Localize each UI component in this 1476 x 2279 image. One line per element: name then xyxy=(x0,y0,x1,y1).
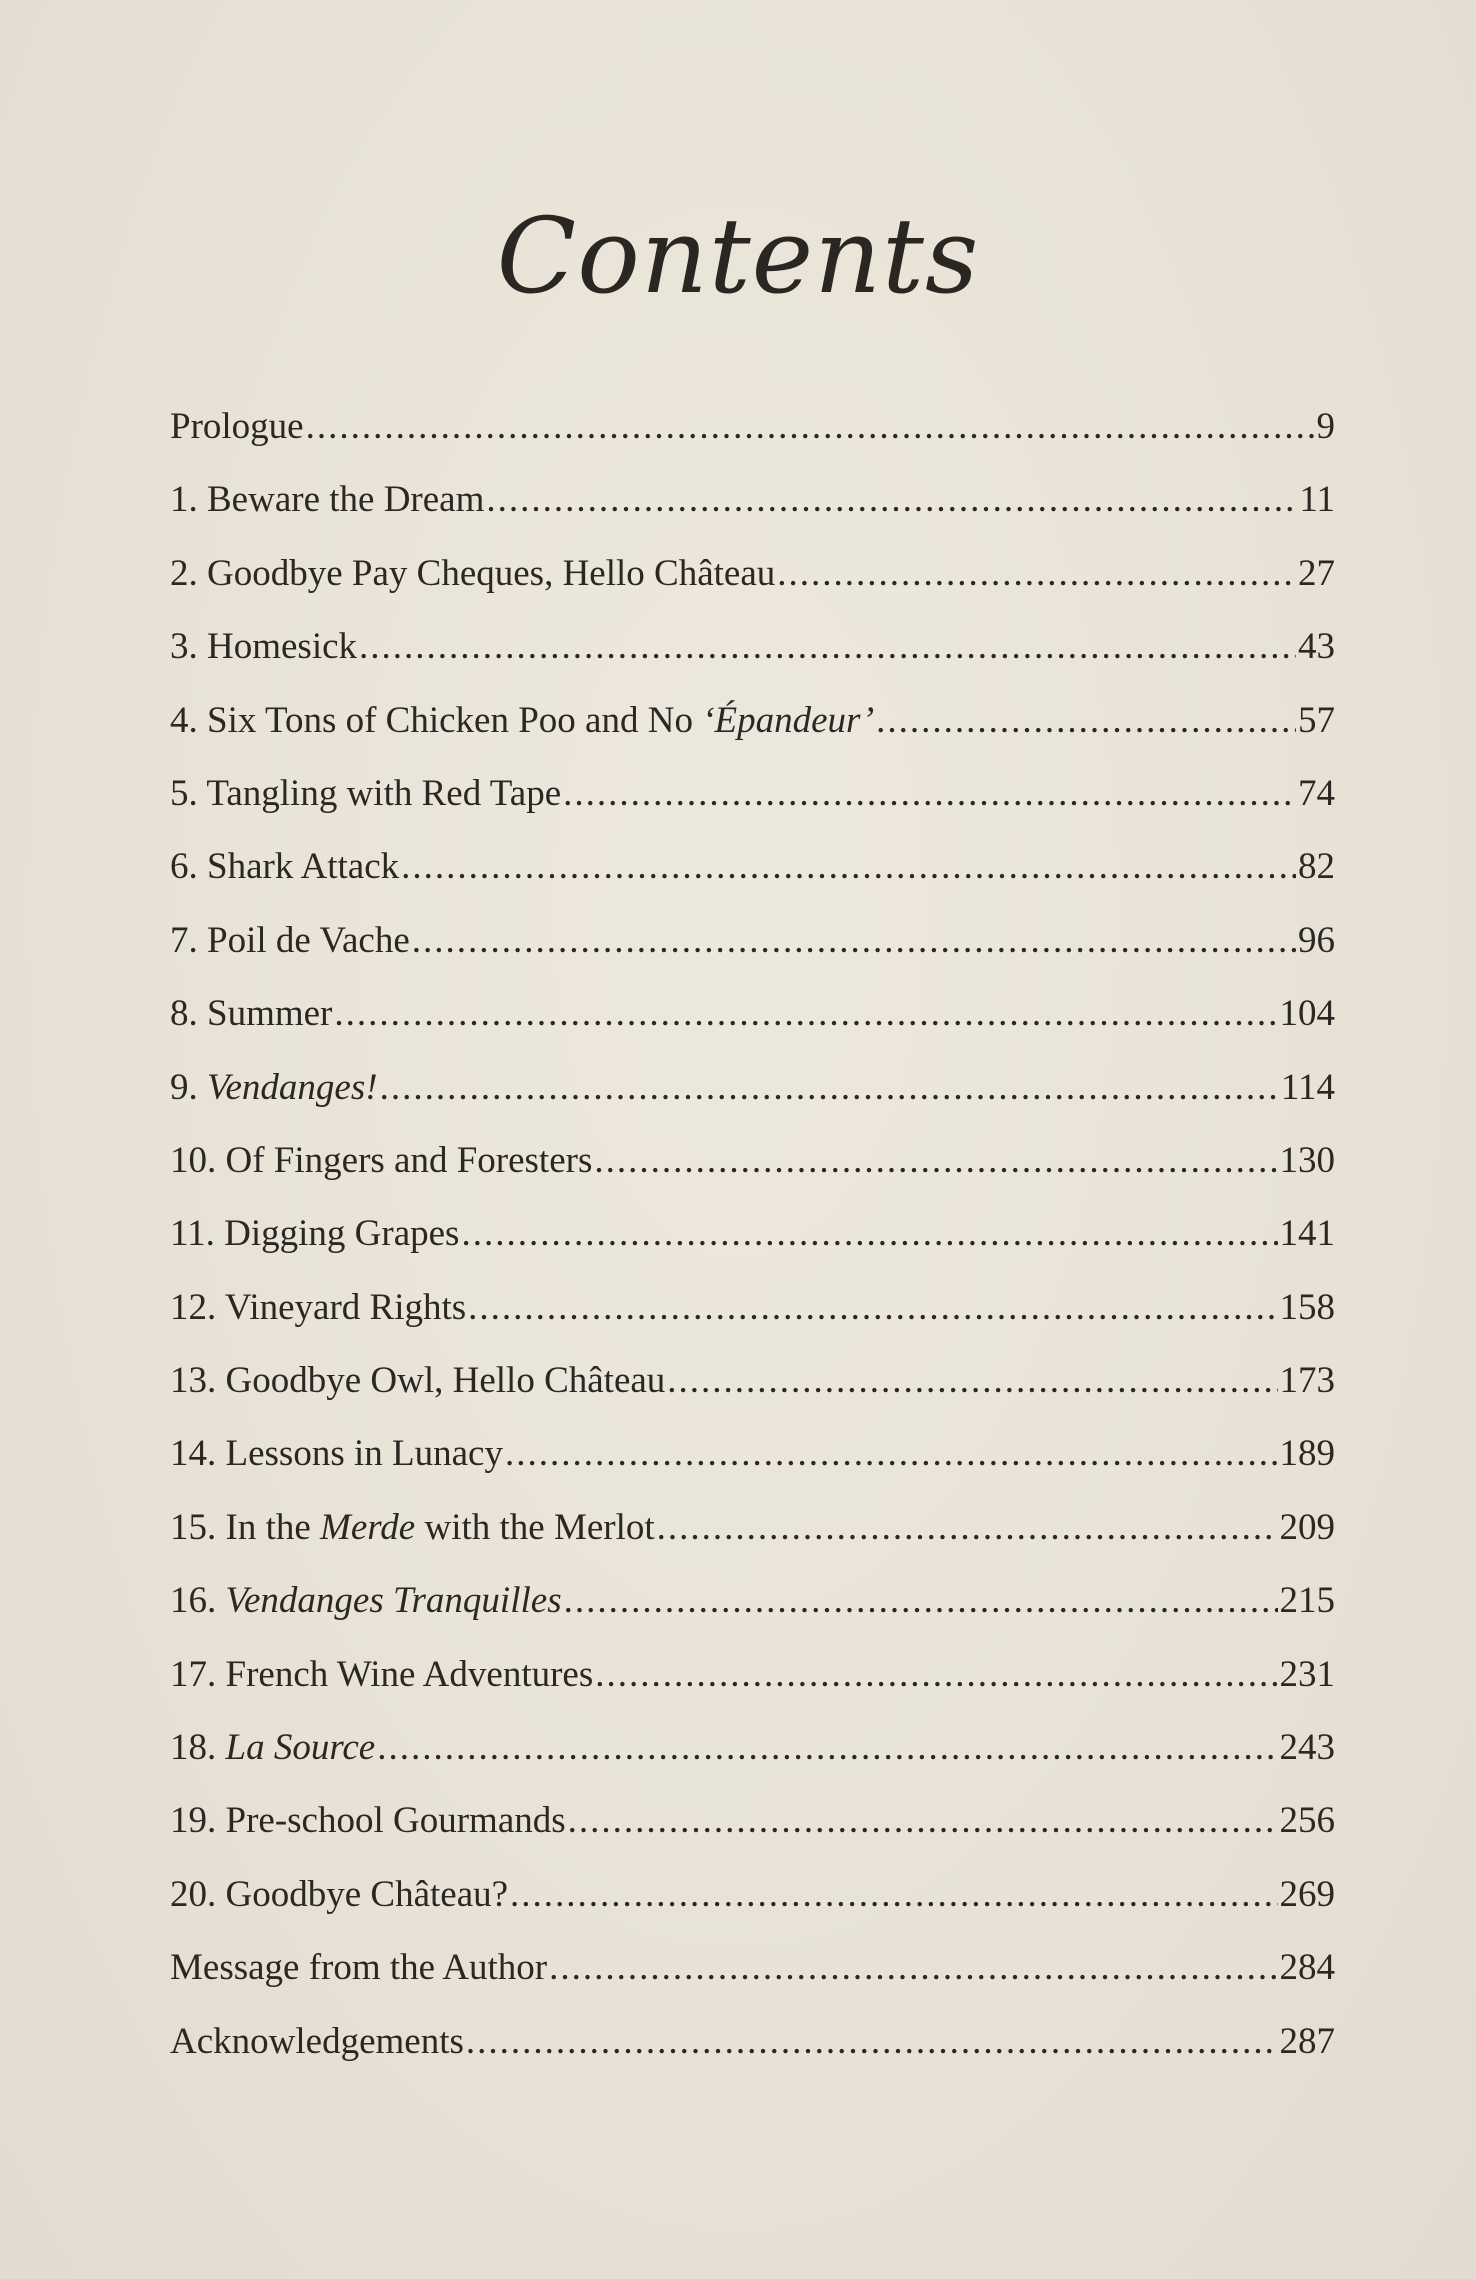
dot-leader xyxy=(359,625,1296,668)
toc-entry-title-italic: Vendanges Tranquilles xyxy=(225,1580,562,1622)
dot-leader xyxy=(564,1579,1278,1622)
toc-entry-title-text: 9. xyxy=(170,1066,207,1108)
toc-entry xyxy=(170,478,1335,551)
toc-page-number: 173 xyxy=(1279,1360,1335,1402)
dot-leader xyxy=(510,1873,1277,1916)
toc-entry-title-text: 11. Digging Grapes xyxy=(170,1213,460,1255)
dot-leader xyxy=(306,405,1315,448)
toc-entry xyxy=(170,919,1335,992)
toc-entry xyxy=(170,552,1335,625)
toc-entry-title-text: 6. Shark Attack xyxy=(170,846,400,888)
toc-page-number: 189 xyxy=(1279,1433,1335,1475)
toc-entry-title-text: 8. Summer xyxy=(170,993,333,1035)
toc-page-number: 96 xyxy=(1298,919,1335,961)
toc-page-number: 114 xyxy=(1280,1066,1335,1108)
toc-entry xyxy=(170,845,1335,918)
toc-entry-title-text: Message from the Author xyxy=(170,1947,548,1989)
toc-entry xyxy=(170,1579,1335,1652)
toc-entry-title-text: 18. xyxy=(170,1727,226,1769)
toc-entry-title xyxy=(170,919,410,962)
toc-entry-title xyxy=(170,1506,655,1549)
toc-entry-title xyxy=(170,1726,375,1769)
toc-entry-title xyxy=(170,1212,459,1255)
toc-entry-title xyxy=(170,992,332,1035)
toc-entry xyxy=(170,1799,1335,1872)
toc-entry-title-text: Prologue xyxy=(170,406,304,447)
toc-page-number: 130 xyxy=(1279,1139,1335,1181)
toc-page-number: 269 xyxy=(1279,1873,1335,1915)
toc-page-number: 215 xyxy=(1279,1580,1335,1622)
toc-entry xyxy=(170,1212,1335,1285)
toc-entry-title-italic: Vendanges! xyxy=(207,1066,378,1108)
toc-entry-title-text: 16. xyxy=(170,1580,226,1622)
dot-leader xyxy=(568,1799,1278,1842)
toc-entry xyxy=(170,1359,1335,1432)
toc-page-number: 57 xyxy=(1298,699,1335,741)
toc-page-number: 141 xyxy=(1279,1213,1335,1255)
toc-entry-title xyxy=(170,1432,503,1475)
toc-entry-title-text: 20. Goodbye Château? xyxy=(170,1873,509,1915)
toc-entry-title xyxy=(170,699,874,742)
toc-entry-title-italic: Merde xyxy=(320,1506,416,1548)
toc-entry-title-suffix: with the Merlot xyxy=(415,1506,655,1548)
dot-leader xyxy=(486,478,1297,521)
toc-page-number: 231 xyxy=(1279,1653,1335,1695)
toc-entry xyxy=(170,1726,1335,1799)
toc-entry-title xyxy=(170,1653,593,1696)
dot-leader xyxy=(777,552,1296,595)
toc-page-number: 82 xyxy=(1298,846,1335,888)
toc-page-number: 158 xyxy=(1279,1286,1335,1328)
toc-page-number: 287 xyxy=(1279,2020,1335,2062)
toc-entry-title-text: 3. Homesick xyxy=(170,626,358,668)
toc-page-number: 209 xyxy=(1279,1506,1335,1548)
dot-leader xyxy=(549,1946,1277,1989)
toc-entry-title xyxy=(170,2020,464,2063)
dot-leader xyxy=(563,772,1296,815)
page-title: Contents xyxy=(496,195,980,317)
dot-leader xyxy=(461,1212,1277,1255)
toc-entry-title xyxy=(170,625,357,668)
toc-entry xyxy=(170,1946,1335,2019)
toc-entry-title-text: 10. Of Fingers and Foresters xyxy=(170,1139,593,1181)
toc-entry-title-text: 14. Lessons in Lunacy xyxy=(170,1433,503,1475)
toc-page-number: 27 xyxy=(1298,552,1335,594)
toc-entry xyxy=(170,1653,1335,1726)
toc-entry xyxy=(170,625,1335,698)
toc-entry-title-text: Acknowledgements xyxy=(170,2020,464,2062)
toc-page-number: 256 xyxy=(1279,1800,1335,1842)
toc-entry-title-text: 2. Goodbye Pay Cheques, Hello Château xyxy=(170,552,776,594)
dot-leader xyxy=(412,919,1296,962)
toc-entry-title xyxy=(170,1139,592,1182)
toc-page-number: 43 xyxy=(1298,626,1335,668)
toc-entry-title xyxy=(170,1286,466,1329)
toc-entry xyxy=(170,1286,1335,1359)
dot-leader xyxy=(377,1726,1277,1769)
toc-entry-title-text: 13. Goodbye Owl, Hello Château xyxy=(170,1360,666,1402)
dot-leader xyxy=(594,1139,1277,1182)
toc-entry-title-italic: La Source xyxy=(225,1727,376,1769)
toc-entry-title-text: 5. Tangling with Red Tape xyxy=(170,772,562,814)
toc-entry xyxy=(170,2020,1335,2093)
toc-entry-title xyxy=(170,405,304,448)
toc-entry xyxy=(170,405,1335,478)
dot-leader xyxy=(401,845,1296,888)
toc-entry-title xyxy=(170,1579,562,1622)
toc-entry-title xyxy=(170,478,484,521)
dot-leader xyxy=(595,1653,1277,1696)
toc-page-number: 243 xyxy=(1279,1727,1335,1769)
toc-entry-title xyxy=(170,1799,566,1842)
dot-leader xyxy=(380,1066,1279,1109)
toc-entry-title xyxy=(170,552,775,595)
toc-entry xyxy=(170,1506,1335,1579)
dot-leader xyxy=(468,1286,1277,1329)
toc-entry-title-text: 15. In the xyxy=(170,1506,321,1548)
toc-entry xyxy=(170,699,1335,772)
table-of-contents xyxy=(170,405,1335,2093)
toc-entry-title xyxy=(170,845,399,888)
toc-entry xyxy=(170,992,1335,1065)
toc-entry xyxy=(170,1873,1335,1946)
toc-entry-title xyxy=(170,1946,547,1989)
toc-page-number: 11 xyxy=(1299,479,1335,521)
dot-leader xyxy=(657,1506,1278,1549)
toc-entry xyxy=(170,1066,1335,1139)
toc-entry-title xyxy=(170,1359,665,1402)
toc-entry-title-text: 4. Six Tons of Chicken Poo and No xyxy=(170,699,703,741)
toc-entry-title-italic: ‘Épandeur’ xyxy=(702,699,875,741)
toc-page-number: 74 xyxy=(1298,772,1335,814)
dot-leader xyxy=(334,992,1277,1035)
toc-entry-title-text: 1. Beware the Dream xyxy=(170,479,485,521)
toc-entry xyxy=(170,1139,1335,1212)
dot-leader xyxy=(505,1432,1278,1475)
dot-leader xyxy=(876,699,1296,742)
toc-entry xyxy=(170,1432,1335,1505)
toc-entry-title xyxy=(170,772,561,815)
toc-entry-title-text: 17. French Wine Adventures xyxy=(170,1653,594,1695)
toc-entry xyxy=(170,772,1335,845)
toc-entry-title-text: 12. Vineyard Rights xyxy=(170,1286,467,1328)
toc-page-number: 284 xyxy=(1279,1947,1335,1989)
dot-leader xyxy=(667,1359,1277,1402)
toc-entry-title-text: 19. Pre-school Gourmands xyxy=(170,1800,566,1842)
toc-entry-title xyxy=(170,1873,508,1916)
toc-entry-title-text: 7. Poil de Vache xyxy=(170,919,410,961)
dot-leader xyxy=(466,2020,1278,2063)
toc-entry-title xyxy=(170,1066,378,1109)
toc-page-number: 9 xyxy=(1316,406,1335,447)
toc-page-number: 104 xyxy=(1279,993,1335,1035)
